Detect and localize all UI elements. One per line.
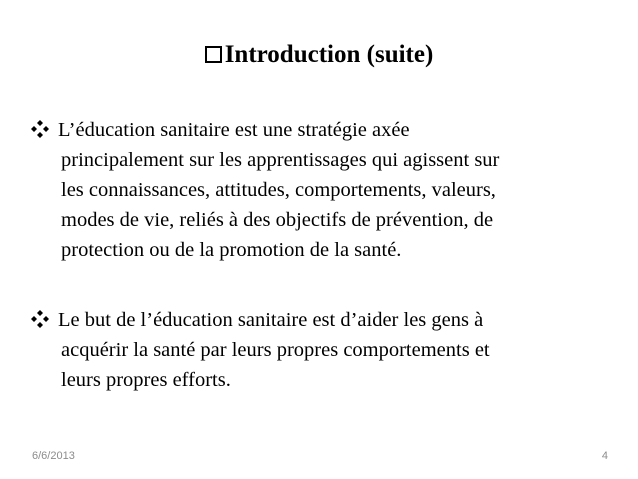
bullet-line: modes de vie, reliés à des objectifs de prévention, de: [61, 209, 494, 231]
footer-date: 6/6/2013: [32, 450, 75, 462]
bullet-line: acquérir la santé par leurs propres comportements et: [61, 339, 490, 361]
bullet-line: protection ou de la promotion de la santé.: [61, 239, 402, 261]
diamond-bullet-icon: [31, 310, 58, 328]
bullet-line: principalement sur les apprentissages qui agissent sur: [61, 149, 500, 171]
bullet-line: Le but de l’éducation sanitaire est d’aider les gens à: [31, 305, 611, 335]
bullet-item-2: [31, 305, 611, 395]
bullet-line: L’éducation sanitaire est une stratégie axée: [31, 115, 611, 145]
slide-title: [0, 40, 638, 70]
bullet-item-1: [31, 115, 611, 265]
slide-title-text: Introduction (suite): [224, 41, 434, 68]
bullet-line: leurs propres efforts.: [61, 369, 231, 391]
checkbox-square-icon: [205, 46, 222, 63]
diamond-bullet-icon: [31, 120, 58, 138]
footer-page-number: 4: [601, 450, 608, 462]
bullet-line: les connaissances, attitudes, comportements, valeurs,: [61, 179, 496, 201]
